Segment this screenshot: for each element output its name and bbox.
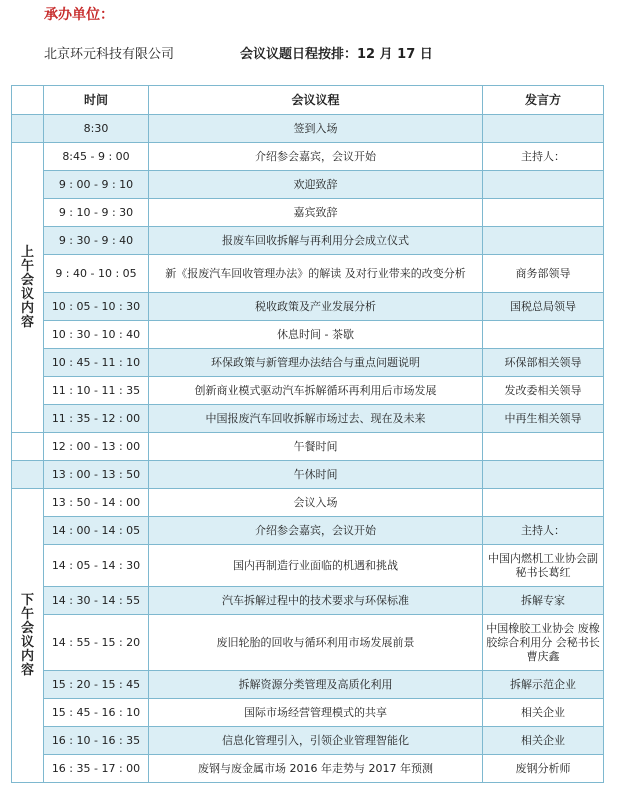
time-cell: 16 : 35 - 17 : 00 [44, 755, 149, 783]
table-row [12, 587, 604, 615]
agenda-cell: 废钢与废金属市场 2016 年走势与 2017 年预测 [149, 755, 483, 783]
section-label-text: 下午会议内容 [20, 592, 34, 678]
time-cell: 11 : 10 - 11 : 35 [44, 377, 149, 405]
time-cell: 14 : 00 - 14 : 05 [44, 517, 149, 545]
table-row [12, 227, 604, 255]
time-cell: 8:30 [44, 115, 149, 143]
time-cell: 16 : 10 - 16 : 35 [44, 727, 149, 755]
table-row [12, 489, 604, 517]
table-row [12, 199, 604, 227]
speaker-cell [483, 433, 604, 461]
agenda-date-title: 会议议题日程按排：12 月 17 日 [240, 47, 433, 62]
column-header-agenda: 会议议程 [149, 86, 483, 115]
table-row [12, 755, 604, 783]
speaker-cell: 中国橡胶工业协会 废橡胶综合利用分 会秘书长曹庆鑫 [483, 615, 604, 671]
column-header-speaker: 发言方 [483, 86, 604, 115]
section-cell-empty [12, 115, 44, 143]
organizer-name: 北京环元科技有限公司 [44, 47, 175, 62]
agenda-cell: 欢迎致辞 [149, 171, 483, 199]
table-row [12, 671, 604, 699]
agenda-cell: 国际市场经营管理模式的共享 [149, 699, 483, 727]
time-cell: 9 : 40 - 10 : 05 [44, 255, 149, 293]
time-cell: 14 : 05 - 14 : 30 [44, 545, 149, 587]
speaker-cell [483, 461, 604, 489]
speaker-cell: 拆解示范企业 [483, 671, 604, 699]
time-cell: 8:45 - 9 : 00 [44, 143, 149, 171]
time-cell: 9 : 00 - 9 : 10 [44, 171, 149, 199]
organizer-label: 承办单位： [44, 7, 114, 23]
speaker-cell: 相关企业 [483, 727, 604, 755]
agenda-cell: 嘉宾致辞 [149, 199, 483, 227]
time-cell: 14 : 55 - 15 : 20 [44, 615, 149, 671]
table-row [12, 461, 604, 489]
table-row [12, 293, 604, 321]
table-row [12, 171, 604, 199]
time-cell: 15 : 45 - 16 : 10 [44, 699, 149, 727]
speaker-cell: 国税总局领导 [483, 293, 604, 321]
table-row [12, 115, 604, 143]
table-row [12, 349, 604, 377]
speaker-cell: 主持人： [483, 517, 604, 545]
agenda-cell: 介绍参会嘉宾，会议开始 [149, 517, 483, 545]
agenda-cell: 废旧轮胎的回收与循环利用市场发展前景 [149, 615, 483, 671]
time-cell: 9 : 10 - 9 : 30 [44, 199, 149, 227]
column-header-time: 时间 [44, 86, 149, 115]
table-row [12, 377, 604, 405]
schedule-table [11, 85, 604, 783]
time-cell: 11 : 35 - 12 : 00 [44, 405, 149, 433]
time-cell: 10 : 30 - 10 : 40 [44, 321, 149, 349]
time-cell: 13 : 50 - 14 : 00 [44, 489, 149, 517]
agenda-cell: 国内再制造行业面临的机遇和挑战 [149, 545, 483, 587]
column-header-section [12, 86, 44, 115]
time-cell: 12 : 00 - 13 : 00 [44, 433, 149, 461]
time-cell: 15 : 20 - 15 : 45 [44, 671, 149, 699]
speaker-cell: 主持人： [483, 143, 604, 171]
time-cell: 10 : 05 - 10 : 30 [44, 293, 149, 321]
table-row [12, 727, 604, 755]
table-row [12, 699, 604, 727]
speaker-cell [483, 115, 604, 143]
table-row [12, 545, 604, 587]
speaker-cell: 相关企业 [483, 699, 604, 727]
agenda-cell: 新《报废汽车回收管理办法》的解读 及对行业带来的改变分析 [149, 255, 483, 293]
table-row [12, 517, 604, 545]
agenda-cell: 税收政策及产业发展分析 [149, 293, 483, 321]
section-label-text: 上午会议内容 [20, 244, 34, 330]
section-cell-empty [12, 433, 44, 461]
speaker-cell [483, 199, 604, 227]
section-cell-empty [12, 461, 44, 489]
agenda-cell: 会议入场 [149, 489, 483, 517]
agenda-cell: 午休时间 [149, 461, 483, 489]
speaker-cell: 中国内燃机工业协会副秘书长葛红 [483, 545, 604, 587]
agenda-cell: 环保政策与新管理办法结合与重点问题说明 [149, 349, 483, 377]
agenda-cell: 签到入场 [149, 115, 483, 143]
speaker-cell: 拆解专家 [483, 587, 604, 615]
time-cell: 14 : 30 - 14 : 55 [44, 587, 149, 615]
speaker-cell [483, 171, 604, 199]
table-row [12, 255, 604, 293]
agenda-cell: 午餐时间 [149, 433, 483, 461]
table-row [12, 143, 604, 171]
agenda-cell: 报废车回收拆解与再利用分会成立仪式 [149, 227, 483, 255]
speaker-cell [483, 321, 604, 349]
agenda-cell: 介绍参会嘉宾，会议开始 [149, 143, 483, 171]
speaker-cell: 商务部领导 [483, 255, 604, 293]
header-line [44, 43, 604, 62]
section-label-afternoon [12, 489, 44, 783]
agenda-cell: 中国报废汽车回收拆解市场过去、现在及未来 [149, 405, 483, 433]
agenda-cell: 拆解资源分类管理及高质化利用 [149, 671, 483, 699]
agenda-cell: 信息化管理引入，引领企业管理智能化 [149, 727, 483, 755]
agenda-cell: 创新商业模式驱动汽车拆解循环再利用后市场发展 [149, 377, 483, 405]
table-row [12, 321, 604, 349]
agenda-cell: 休息时间 - 茶歇 [149, 321, 483, 349]
table-row [12, 615, 604, 671]
table-row [12, 433, 604, 461]
table-row [12, 405, 604, 433]
agenda-cell: 汽车拆解过程中的技术要求与环保标准 [149, 587, 483, 615]
table-header-row [12, 86, 604, 115]
time-cell: 13 : 00 - 13 : 50 [44, 461, 149, 489]
section-label-morning [12, 143, 44, 433]
speaker-cell: 中再生相关领导 [483, 405, 604, 433]
speaker-cell: 废钢分析师 [483, 755, 604, 783]
time-cell: 10 : 45 - 11 : 10 [44, 349, 149, 377]
speaker-cell: 发改委相关领导 [483, 377, 604, 405]
time-cell: 9 : 30 - 9 : 40 [44, 227, 149, 255]
speaker-cell [483, 489, 604, 517]
speaker-cell [483, 227, 604, 255]
speaker-cell: 环保部相关领导 [483, 349, 604, 377]
